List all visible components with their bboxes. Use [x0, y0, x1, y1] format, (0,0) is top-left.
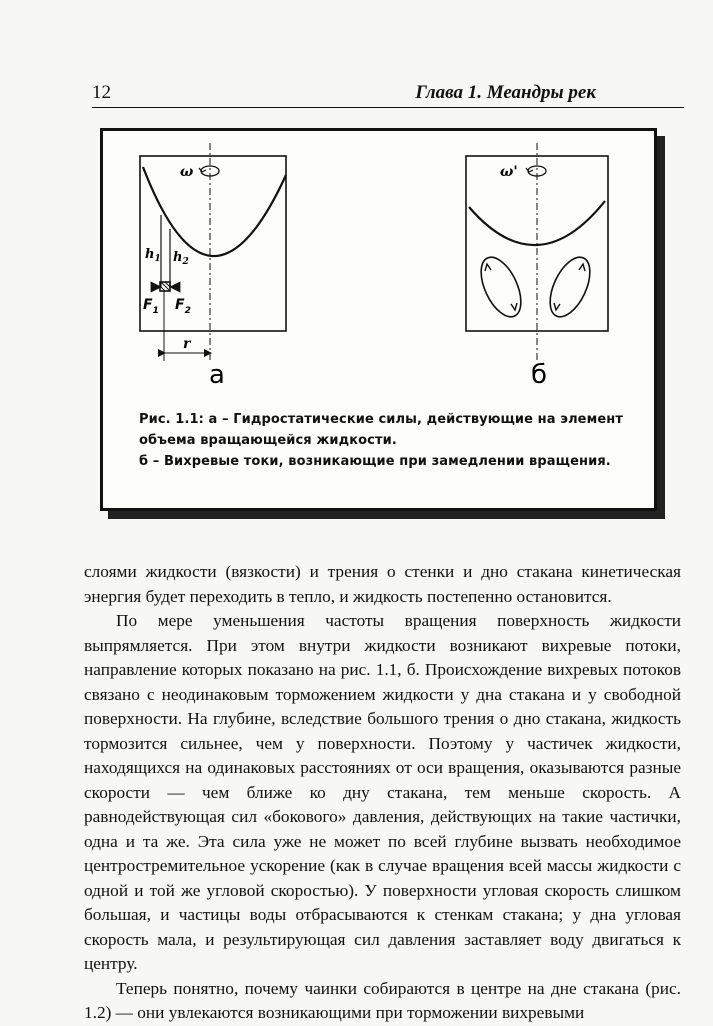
h1-label: $h_1$	[145, 247, 161, 264]
panel-a-diagram	[140, 143, 286, 390]
caption-part-a: Рис. 1.1: а – Гидростатические силы, действующие на элемент объема вращающейся жидкости.	[139, 412, 623, 448]
h2-label: $h_2$	[173, 250, 189, 267]
panel-b-letter: б	[531, 360, 548, 390]
header-rule	[92, 107, 684, 108]
page-header	[92, 82, 684, 108]
figure-1-1	[100, 128, 657, 511]
panel-a-letter: а	[209, 360, 225, 390]
paragraph: По мере уменьшения частоты вращения поверхность жидкости выпрямляется. При этом внутри жидкости возникают вихревые потоки, направление которых показано на рис. 1.1, б. Происхождение вихревых потоков связано с неодинаковым торможением жидкости у дна стакана и у свободной поверхности. На глубине, вследствие большого трения о дно стакана, жидкость тормозится сильнее, чем у поверхности. Поэтому у частичек жидкости, находящихся на одинаковых расстояниях от оси вращения, оказываются разные скорости — чем ближе ко дну стакана, тем меньше скорость. А равнодействующая сил «бокового» давления, действующих на такие частички, одна и та же. Эта сила уже не может по всей глубине вызвать необходимое центростремительное ускорение (как в случае вращения всей массы жидкости с одной и той же угловой скоростью). У поверхности угловая скорость слишком большая, и частицы воды отбрасываются к стенкам стакана; у дна угловая скорость мала, и результирующая сил давления заставляет воду двигаться к центру.	[84, 611, 681, 973]
figure-caption	[139, 409, 629, 472]
paragraph: Теперь понятно, почему чаинки собираются в центре на дне стакана (рис. 1.2) — они увлекаются возникающими при торможении вихревыми	[84, 978, 681, 1022]
f1-label: $F_1$	[143, 297, 159, 316]
panel-b-diagram	[466, 143, 608, 390]
paraboloid-surface-a	[143, 167, 286, 256]
running-title: Глава 1. Меандры рек	[415, 82, 596, 103]
r-label: r	[183, 336, 191, 352]
body-text	[84, 560, 681, 1026]
vortex-left	[473, 251, 529, 323]
vortex-right	[542, 251, 598, 323]
omega-label: ω	[180, 164, 194, 180]
glass-a	[140, 156, 286, 331]
f2-label: $F_2$	[175, 297, 191, 316]
omega-prime-label: ω'	[500, 164, 518, 180]
paragraph: слоями жидкости (вязкости) и трения о стенки и дно стакана кинетическая энергия будет переходить в тепло, и жидкость постепенно остановится.	[84, 562, 681, 606]
page-number: 12	[92, 82, 111, 103]
caption-part-b: б – Вихревые токи, возникающие при замедлении вращения.	[139, 454, 611, 469]
